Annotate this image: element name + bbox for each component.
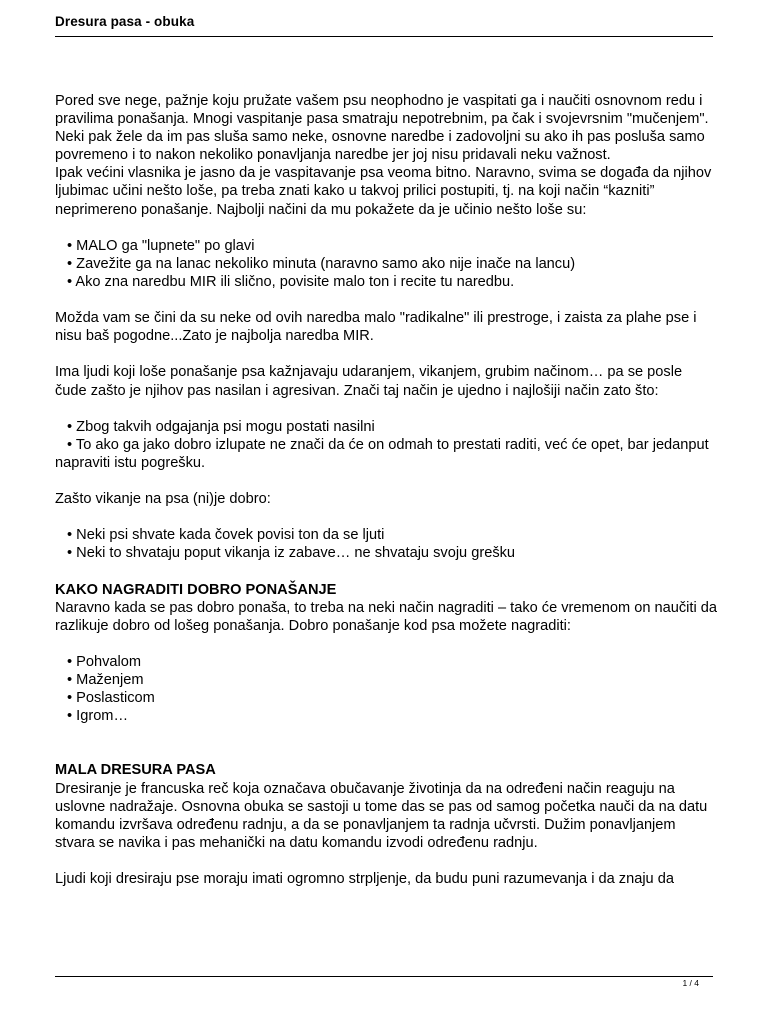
shouting-list xyxy=(55,526,717,562)
paragraph: Naravno kada se pas dobro ponaša, to treba na neki način nagraditi – tako će vremenom on naučiti da razlikuje dobro od lošeg ponašanja. Dobro ponašanje kod psa možete nagraditi: xyxy=(55,599,717,634)
section-heading: MALA DRESURA PASA xyxy=(55,762,216,779)
paragraph: Ima ljudi koji loše ponašanje psa kažnjavaju udaranjem, vikanjem, grubim načinom… pa se posle čude zašto je njihov pas nasilan i agresivan. Znači taj način je ujedno i najlošiji način zato što: xyxy=(55,364,683,399)
list-item: • Maženjem xyxy=(67,672,144,688)
list-item: • Neki to shvataju poput vikanja iz zabave… ne shvataju svoju grešku xyxy=(67,545,516,562)
article-body xyxy=(55,92,717,888)
list-item: • Ako zna naredbu MIR ili slično, povisite malo ton i recite tu naredbu. xyxy=(67,273,515,290)
page-number: 1 / 4 xyxy=(682,978,699,988)
list-item: • Zavežite ga na lanac nekoliko minuta (naravno samo ako nije inače na lancu) xyxy=(67,255,576,272)
list-item: • Zbog takvih odgajanja psi mogu postati nasilni xyxy=(67,418,375,435)
list-item: • Poslasticom xyxy=(67,690,155,707)
reward-list xyxy=(55,653,717,725)
list-item: • Igrom… xyxy=(67,708,129,725)
paragraph: Možda vam se čini da su neke od ovih naredba malo "radikalne" ili prestroge, i zaista za plahe pse i nisu baš pogodne...Zato je najbolja naredba MIR. xyxy=(55,310,697,345)
paragraph: Pored sve nege, pažnje koju pružate vašem psu neophodno je vaspitati ga i naučiti osnovnom redu i pravilima ponašanja. Mnogi vaspitanje pasa smatraju nepotrebnim, pa čak i svojevrsnim "mučenjem". Neki pak žele da im pas sluša samo neke, osnovne naredbe i zadovoljni su ako ih pas posluša samo povremeno i to nakon nekoliko ponavljanja naredbe jer joj nisu pridavali neku važnost. xyxy=(55,93,709,164)
paragraph: Ljudi koji dresiraju pse moraju imati ogromno strpljenje, da budu puni razumevanja i da znaju da xyxy=(55,871,674,888)
reasons-list xyxy=(55,418,717,472)
list-item: • To ako ga jako dobro izlupate ne znači da će on odmah to prestati raditi, već će opet, bar jedanput napraviti istu pogrešku. xyxy=(55,436,709,471)
list-item: • MALO ga "lupnete" po glavi xyxy=(67,237,255,254)
paragraph: Ipak većini vlasnika je jasno da je vaspitavanje psa veoma bitno. Naravno, svima se događa da njihov ljubimac učini nešto loše, pa treba znati kako u takvoj prilici postupiti, tj. na koji način “kazniti” neprimereno ponašanje. Najbolji načini da mu pokažete da je učinio nešto loše su: xyxy=(55,165,712,218)
paragraph: Zašto vikanje na psa (ni)je dobro: xyxy=(55,491,271,508)
header-divider xyxy=(55,36,713,37)
list-item: • Neki psi shvate kada čovek povisi ton da se ljuti xyxy=(67,527,385,544)
list-item: • Pohvalom xyxy=(67,653,142,670)
footer-divider xyxy=(55,976,713,977)
punishment-list xyxy=(55,237,717,291)
page-title: Dresura pasa - obuka xyxy=(55,14,195,29)
paragraph: Dresiranje je francuska reč koja označava obučavanje životinja da na određeni način reaguju na uslovne nadražaje. Osnovna obuka se sastoji u tome das se pas od samog početka nauči da na datu komandu izvršava određenu radnju, a da se ponavljanjem ta radnja učvrsti. Dužim ponavljanjem stvara se navika i pas mehanički na datu komandu izvodi određenu radnju. xyxy=(55,780,708,851)
section-heading: KAKO NAGRADITI DOBRO PONAŠANJE xyxy=(55,581,337,598)
